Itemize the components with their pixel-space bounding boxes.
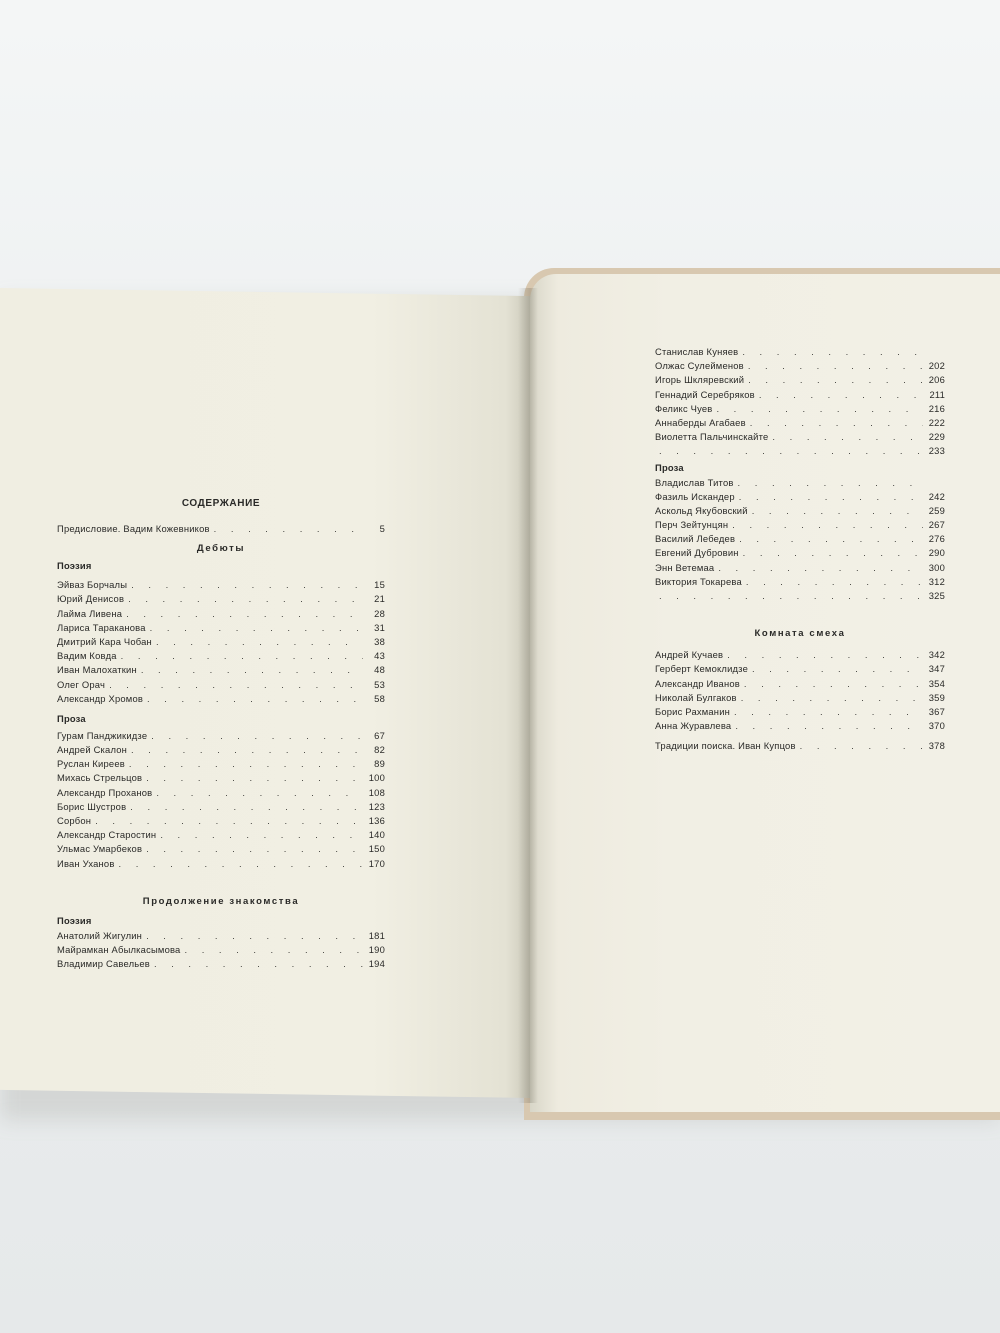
dot-leader <box>184 944 363 955</box>
dot-leader <box>126 608 363 619</box>
dot-leader <box>800 740 923 751</box>
poetry-cont-row <box>655 403 945 417</box>
dot-leader <box>748 374 923 385</box>
entry-page: 216 <box>928 402 945 414</box>
dot-leader <box>156 787 363 798</box>
prose-row <box>57 772 385 786</box>
entry-name: Николай Булгаков <box>655 691 737 703</box>
entry-name: Эйваз Борчалы <box>57 579 128 591</box>
entry-page: 194 <box>368 958 385 970</box>
toc-row-preface <box>57 523 385 537</box>
entry-page: 58 <box>374 692 385 704</box>
poetry-row <box>57 650 385 664</box>
entry-page: 211 <box>929 388 945 400</box>
prose-right-row <box>655 505 945 519</box>
entry-page: 342 <box>928 649 945 661</box>
dot-leader <box>739 491 923 502</box>
entry-page: 28 <box>374 607 385 619</box>
poetry2-row <box>57 958 385 972</box>
entry-name: Лайма Ливена <box>57 607 123 619</box>
subsection-heading-prose: Проза <box>57 712 86 724</box>
entry-page: 290 <box>928 547 945 559</box>
poetry2-row <box>57 930 385 944</box>
poetry-row <box>57 664 385 678</box>
entry-page: 267 <box>928 519 945 531</box>
entry-name: Анатолий Жигулин <box>57 929 143 941</box>
entry-name: Юрий Денисов <box>57 593 125 605</box>
dot-leader <box>128 593 363 604</box>
entry-page: 206 <box>928 374 945 386</box>
entry-name: Виолетта Пальчинскайте <box>655 431 769 443</box>
dot-leader <box>147 693 363 704</box>
humor-row <box>655 720 945 734</box>
entry-page: 43 <box>374 650 385 662</box>
poetry-cont-row <box>655 431 945 445</box>
dot-leader <box>119 858 363 869</box>
dot-leader <box>734 706 923 717</box>
entry-name: Гурам Панджикидзе <box>57 729 148 741</box>
prose-right-row <box>655 576 945 590</box>
dot-leader <box>739 533 923 544</box>
poetry-row <box>57 679 385 693</box>
prose-right-row <box>655 590 945 604</box>
prose-row <box>57 843 385 857</box>
entry-name: Вадим Ковда <box>57 650 117 662</box>
prose-row <box>57 858 385 872</box>
entry-name: Дмитрий Кара Чобан <box>57 635 152 647</box>
dot-leader <box>746 576 923 587</box>
section-heading-humor: Комната смеха <box>754 628 846 640</box>
dot-leader <box>109 679 363 690</box>
entry-name: Владимир Савельев <box>57 958 150 970</box>
entry-name: Владислав Титов <box>655 476 734 488</box>
entry-name: Александр Хромов <box>57 692 144 704</box>
poetry-row <box>57 693 385 707</box>
prose-row <box>57 787 385 801</box>
entry-page: 300 <box>928 561 945 573</box>
book-gutter <box>518 288 538 1103</box>
dot-leader <box>738 477 923 488</box>
prose-row <box>57 801 385 815</box>
entry-name: Майрамкан Абылкасымова <box>57 943 181 955</box>
entry-page: 89 <box>374 758 385 770</box>
poetry-row <box>57 608 385 622</box>
prose-right-row <box>655 533 945 547</box>
subsection-heading-poetry-2: Поэзия <box>57 914 92 926</box>
entry-name: Станислав Куняев <box>655 346 739 357</box>
entry-name: Олжас Сулейменов <box>655 360 744 372</box>
entry-page: 48 <box>374 664 385 676</box>
entry-page: 190 <box>368 943 385 955</box>
entry-page: 259 <box>928 504 945 516</box>
dot-leader <box>718 562 923 573</box>
entry-page: 136 <box>368 815 385 826</box>
dot-leader <box>150 622 363 633</box>
entry-page: 378 <box>928 740 945 752</box>
humor-row <box>655 706 945 720</box>
dot-leader <box>741 692 923 703</box>
entry-name: Андрей Скалон <box>57 744 128 756</box>
entry-name: Аскольд Якубовский <box>655 504 748 516</box>
prose-right-row <box>655 562 945 576</box>
poetry-row <box>57 593 385 607</box>
dot-leader <box>735 720 923 731</box>
entry-name: Перч Зейтунцян <box>655 519 729 531</box>
poetry-continued-list <box>655 346 945 460</box>
dot-leader <box>742 346 923 357</box>
poetry2-row <box>57 944 385 958</box>
poetry-list-2 <box>57 930 385 973</box>
subsection-heading-prose-right: Проза <box>655 461 684 473</box>
entry-name: Ульмас Умарбеков <box>57 843 143 855</box>
entry-name: Фазиль Искандер <box>655 490 735 502</box>
entry-page: 181 <box>368 929 385 941</box>
entry-name: Евгений Дубровин <box>655 547 739 559</box>
entry-page: 15 <box>374 579 385 591</box>
entry-name: Руслан Киреев <box>57 758 125 770</box>
entry-page: 150 <box>368 843 385 855</box>
section-heading-debuts: Дебюты <box>196 543 246 555</box>
entry-page: 325 <box>928 590 945 601</box>
poetry-row <box>57 636 385 650</box>
entry-page: 38 <box>374 635 385 647</box>
dot-leader <box>129 758 363 769</box>
entry-name: Энн Ветемаа <box>655 561 715 573</box>
prose-row <box>57 815 385 829</box>
entry-page: 67 <box>374 729 385 741</box>
entry-name: Виктория Токарева <box>655 575 742 587</box>
dot-leader <box>732 519 923 530</box>
entry-page: 312 <box>928 575 945 587</box>
entry-name: Александр Старостин <box>57 829 157 841</box>
entry-name: Геннадий Серебряков <box>655 388 755 400</box>
entry-page: 170 <box>368 857 385 869</box>
prose-right-row <box>655 547 945 561</box>
prose-row <box>57 829 385 843</box>
humor-list <box>655 649 945 734</box>
dot-leader <box>744 678 923 689</box>
dot-leader <box>131 579 363 590</box>
entry-page: 140 <box>368 829 385 841</box>
entry-name: Михась Стрельцов <box>57 772 143 784</box>
dot-leader <box>727 649 923 660</box>
dot-leader <box>131 744 363 755</box>
entry-page: 242 <box>928 490 945 502</box>
poetry-cont-row <box>655 360 945 374</box>
poetry-row <box>57 579 385 593</box>
entry-page: 347 <box>928 663 945 675</box>
entry-name: Борис Рахманин <box>655 705 731 717</box>
dot-leader <box>759 389 923 400</box>
dot-leader <box>146 772 363 783</box>
dot-leader <box>214 523 363 534</box>
entry-name: Лариса Тараканова <box>57 621 146 633</box>
dot-leader <box>160 829 363 840</box>
prose-row <box>57 730 385 744</box>
dot-leader <box>146 843 363 854</box>
dot-leader <box>151 730 363 741</box>
humor-row <box>655 663 945 677</box>
entry-name: Анна Журавлева <box>655 720 732 732</box>
entry-name: Герберт Кемоклидзе <box>655 663 748 675</box>
entry-page: 229 <box>928 431 945 443</box>
entry-name: Александр Иванов <box>655 677 740 689</box>
entry-name: Традиции поиска. Иван Купцов <box>655 740 796 752</box>
entry-page: 82 <box>374 744 385 756</box>
prose-right-row <box>655 491 945 505</box>
poetry-cont-row <box>655 374 945 388</box>
prose-row <box>57 744 385 758</box>
entry-page: 222 <box>928 416 945 428</box>
subsection-heading-poetry: Поэзия <box>57 560 92 572</box>
entry-page: 202 <box>928 360 945 372</box>
entry-name: Василий Лебедев <box>655 533 736 545</box>
entry-page: 354 <box>928 677 945 689</box>
entry-page: 31 <box>374 621 385 633</box>
poetry-cont-row <box>655 346 945 360</box>
dot-leader <box>121 650 363 661</box>
entry-page: 21 <box>374 593 385 605</box>
dot-leader <box>146 930 363 941</box>
entry-name: Олег Орач <box>57 678 106 690</box>
entry-page: 123 <box>368 800 385 812</box>
section-heading-continuation: Продолжение знакомства <box>142 895 300 907</box>
dot-leader <box>95 815 363 826</box>
humor-row <box>655 678 945 692</box>
entry-page: 108 <box>368 786 385 798</box>
entry-page: 5 <box>379 523 385 534</box>
entry-name: Аннаберды Агабаев <box>655 416 746 428</box>
poetry-cont-row <box>655 417 945 431</box>
dot-leader <box>154 958 363 969</box>
dot-leader <box>659 590 923 601</box>
dot-leader <box>156 636 363 647</box>
entry-page: 53 <box>374 678 385 690</box>
entry-page: 233 <box>928 445 945 457</box>
left-toc <box>57 498 385 972</box>
dot-leader <box>659 445 923 456</box>
entry-page: 370 <box>928 720 945 732</box>
dot-leader <box>743 547 923 558</box>
poetry-list <box>57 579 385 707</box>
dot-leader <box>748 360 923 371</box>
prose-list-right <box>655 477 945 605</box>
entry-name: Андрей Кучаев <box>655 649 724 661</box>
entry-name: Феликс Чуев <box>655 402 713 414</box>
toc-row-afterword <box>655 740 945 754</box>
entry-name: Иван Уханов <box>57 857 115 869</box>
humor-row <box>655 692 945 706</box>
dot-leader <box>130 801 363 812</box>
poetry-cont-row <box>655 445 945 459</box>
toc-title: СОДЕРЖАНИЕ <box>181 498 261 509</box>
prose-right-row <box>655 519 945 533</box>
entry-page: 367 <box>928 705 945 717</box>
right-toc <box>655 346 945 755</box>
poetry-row <box>57 622 385 636</box>
entry-name: Иван Малохаткин <box>57 664 137 676</box>
entry-page: 100 <box>368 772 385 784</box>
prose-list <box>57 730 385 872</box>
entry-name: Предисловие. Вадим Кожевников <box>57 523 210 534</box>
dot-leader <box>716 403 923 414</box>
dot-leader <box>752 663 923 674</box>
entry-page: 359 <box>928 691 945 703</box>
dot-leader <box>772 431 923 442</box>
dot-leader <box>752 505 923 516</box>
dot-leader <box>750 417 923 428</box>
humor-row <box>655 649 945 663</box>
dot-leader <box>141 664 363 675</box>
entry-name: Александр Проханов <box>57 786 153 798</box>
entry-name: Сорбон <box>57 815 92 826</box>
entry-page: 276 <box>928 533 945 545</box>
prose-row <box>57 758 385 772</box>
prose-right-row <box>655 477 945 491</box>
entry-name: Игорь Шкляревский <box>655 374 745 386</box>
poetry-cont-row <box>655 389 945 403</box>
entry-name: Борис Шустров <box>57 800 127 812</box>
